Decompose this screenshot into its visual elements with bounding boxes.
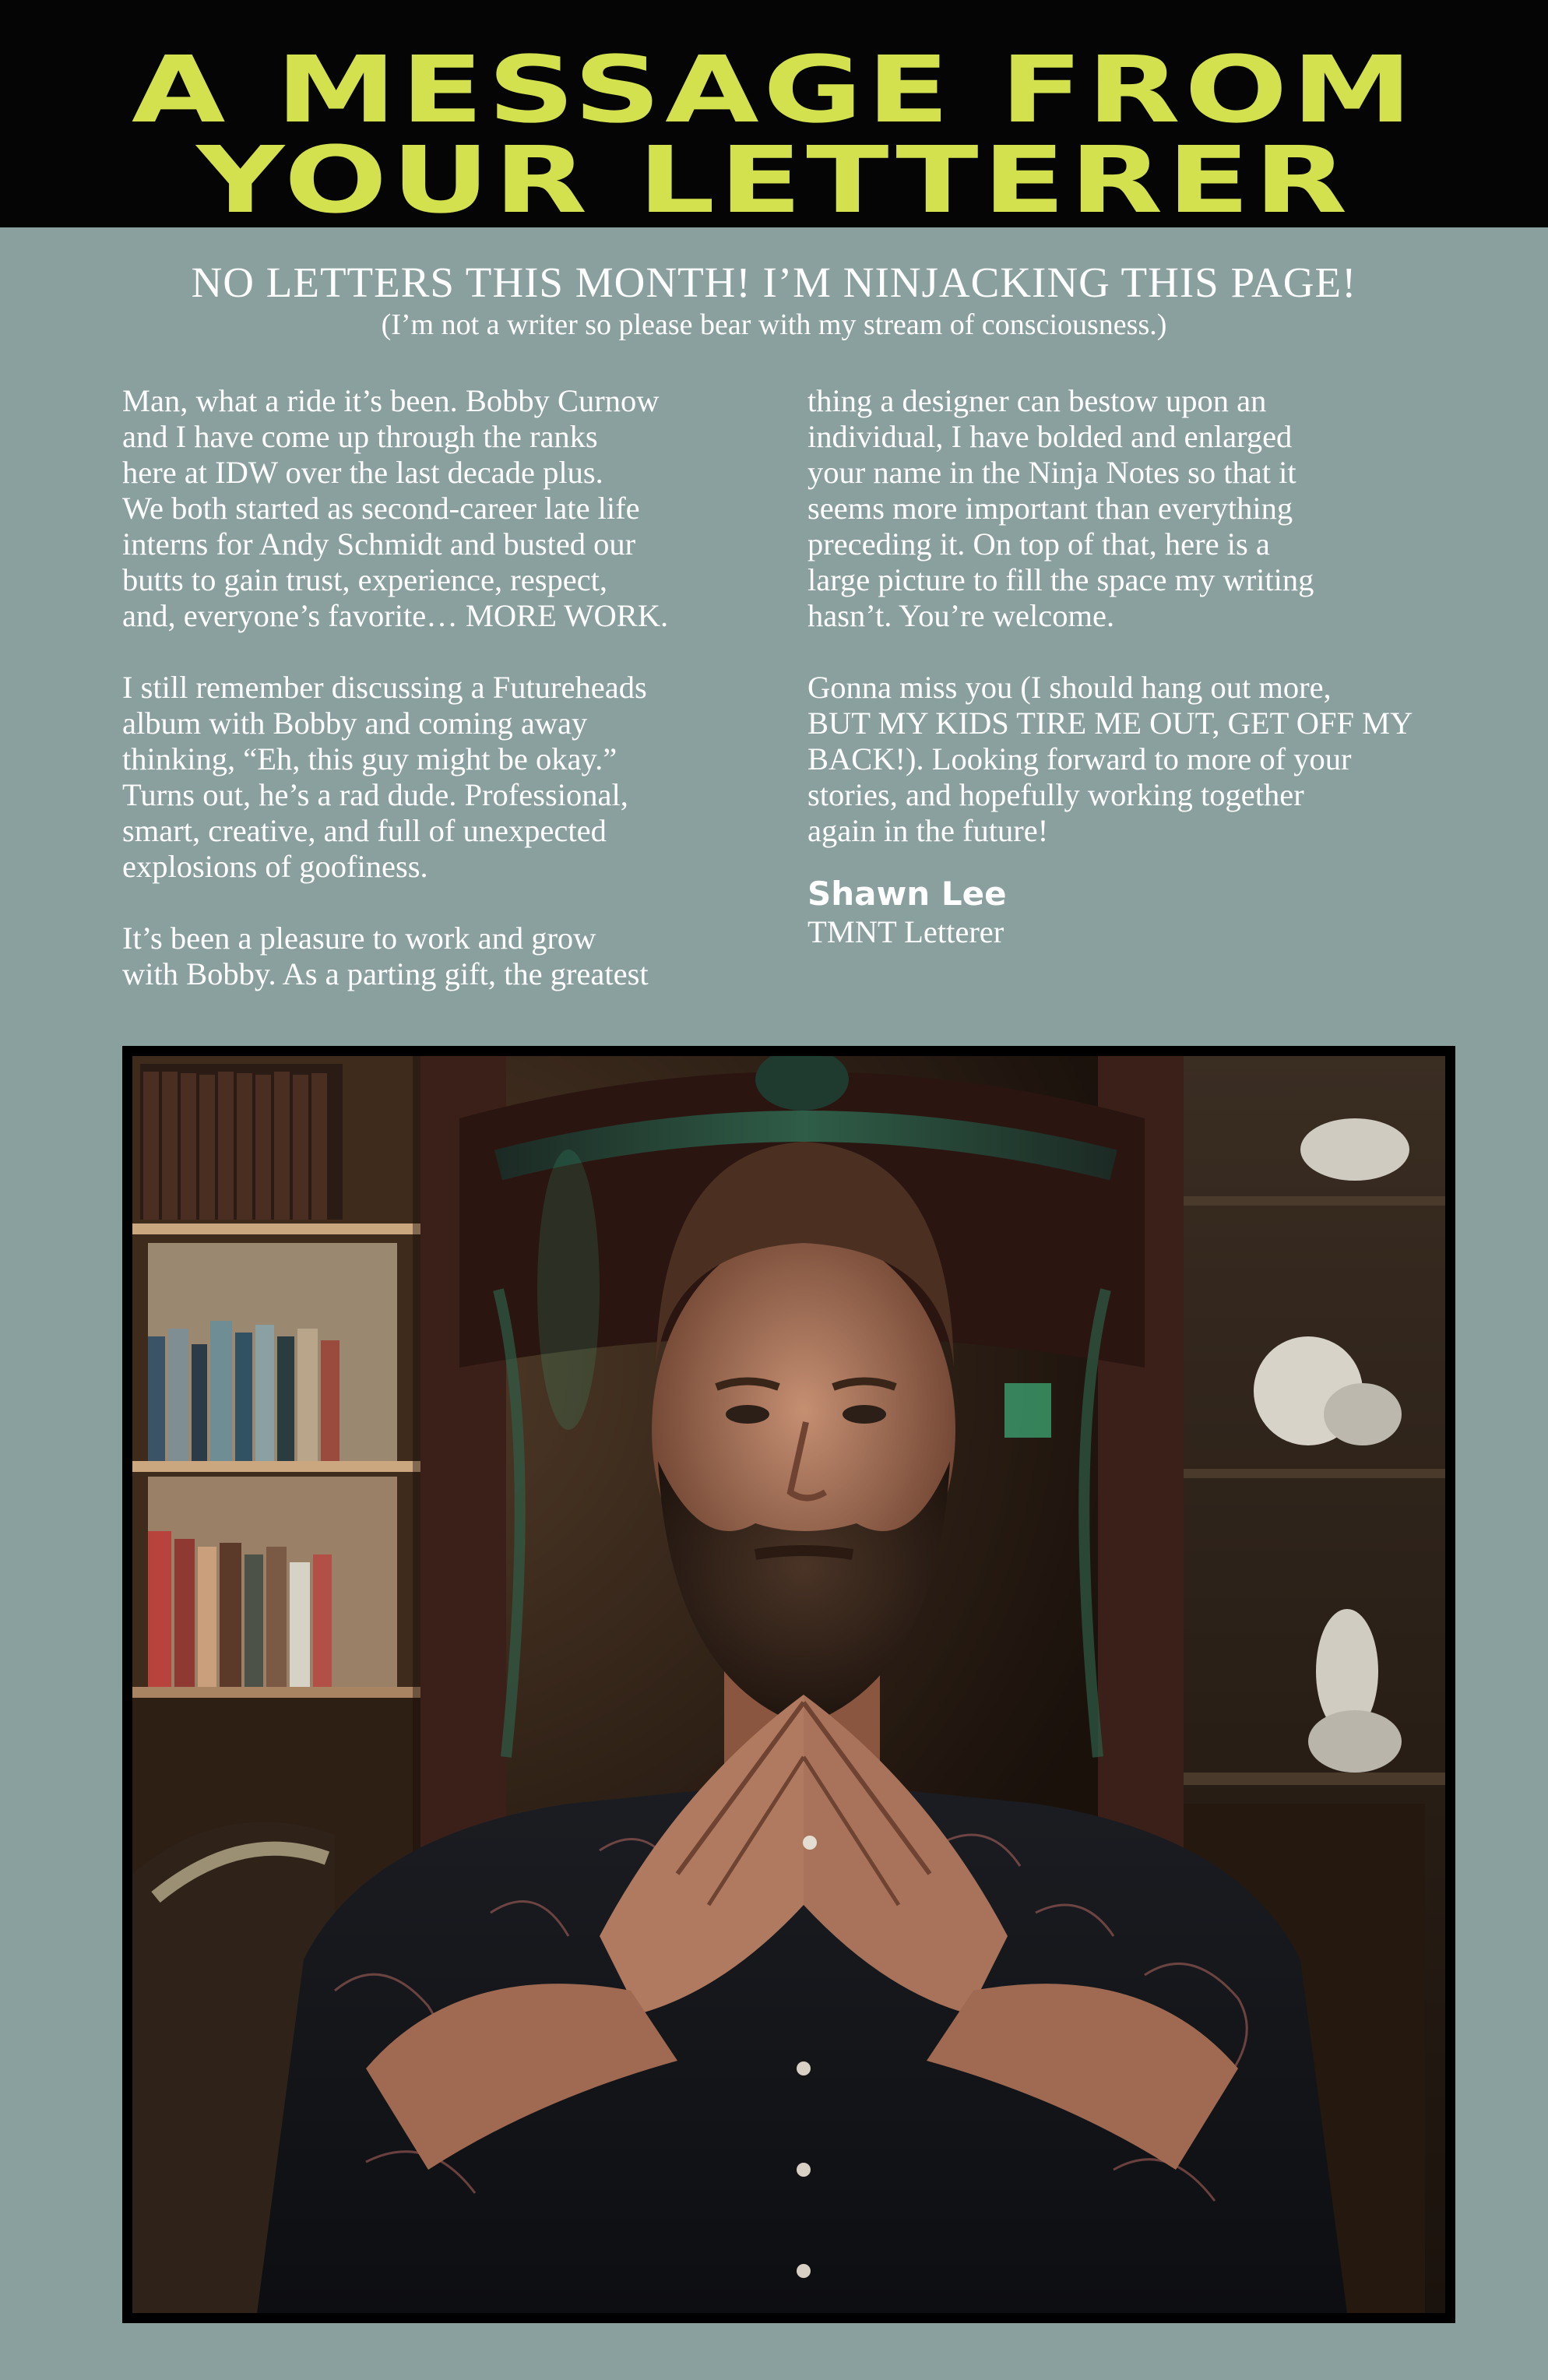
text-line: thinking, “Eh, this guy might be okay.” [122, 741, 617, 776]
text-line: seems more important than everything [807, 491, 1293, 526]
text-line: thing a designer can bestow upon an [807, 383, 1267, 418]
text-line: and I have come up through the ranks [122, 419, 598, 454]
text-line: smart, creative, and full of unexpected [122, 813, 607, 848]
banner-title-line-1: A MESSAGE FROM [131, 36, 1417, 143]
text-line: I still remember discussing a Futureheads [122, 670, 647, 705]
right-column [807, 383, 1493, 950]
text-line: BACK!). Looking forward to more of your [807, 741, 1352, 776]
text-line: album with Bobby and coming away [122, 706, 588, 741]
text-line: BUT MY KIDS TIRE ME OUT, GET OFF MY [807, 706, 1413, 741]
banner-title-line-2: YOUR LETTERER [196, 126, 1352, 234]
title-banner [0, 0, 1548, 234]
signature-role: TMNT Letterer [807, 914, 1004, 949]
portrait-photo [132, 1056, 1445, 2313]
text-line: large picture to fill the space my writing [807, 562, 1314, 597]
text-line: your name in the Ninja Notes so that it [807, 455, 1296, 490]
text-line: interns for Andy Schmidt and busted our [122, 526, 636, 562]
left-column [122, 383, 807, 992]
text-line: butts to gain trust, experience, respect, [122, 562, 608, 597]
text-line: here at IDW over the last decade plus. [122, 455, 603, 490]
text-line: It’s been a pleasure to work and grow [122, 921, 596, 956]
signature-name: Shawn Lee [807, 875, 1007, 913]
photo-frame [122, 1046, 1455, 2323]
paragraph-gap [122, 885, 807, 921]
text-line: explosions of goofiness. [122, 849, 428, 884]
text-line: We both started as second-career late life [122, 491, 640, 526]
text-line: and, everyone’s favorite… MORE WORK. [122, 598, 669, 633]
headline: NO LETTERS THIS MONTH! I’M NINJACKING THIS PAGE! [191, 259, 1357, 306]
text-line: preceding it. On top of that, here is a [807, 526, 1270, 562]
text-line: Man, what a ride it’s been. Bobby Curnow [122, 383, 660, 418]
text-line: again in the future! [807, 813, 1049, 848]
paragraph-gap [122, 634, 807, 670]
text-line: with Bobby. As a parting gift, the greatest [122, 956, 649, 991]
text-line: hasn’t. You’re welcome. [807, 598, 1115, 633]
subhead: (I’m not a writer so please bear with my stream of consciousness.) [381, 308, 1167, 341]
text-line: Gonna miss you (I should hang out more, [807, 670, 1332, 705]
text-line: individual, I have bolded and enlarged [807, 419, 1293, 454]
text-line: stories, and hopefully working together [807, 777, 1304, 812]
paragraph-gap [807, 634, 1493, 670]
text-line: Turns out, he’s a rad dude. Professional, [122, 777, 628, 812]
